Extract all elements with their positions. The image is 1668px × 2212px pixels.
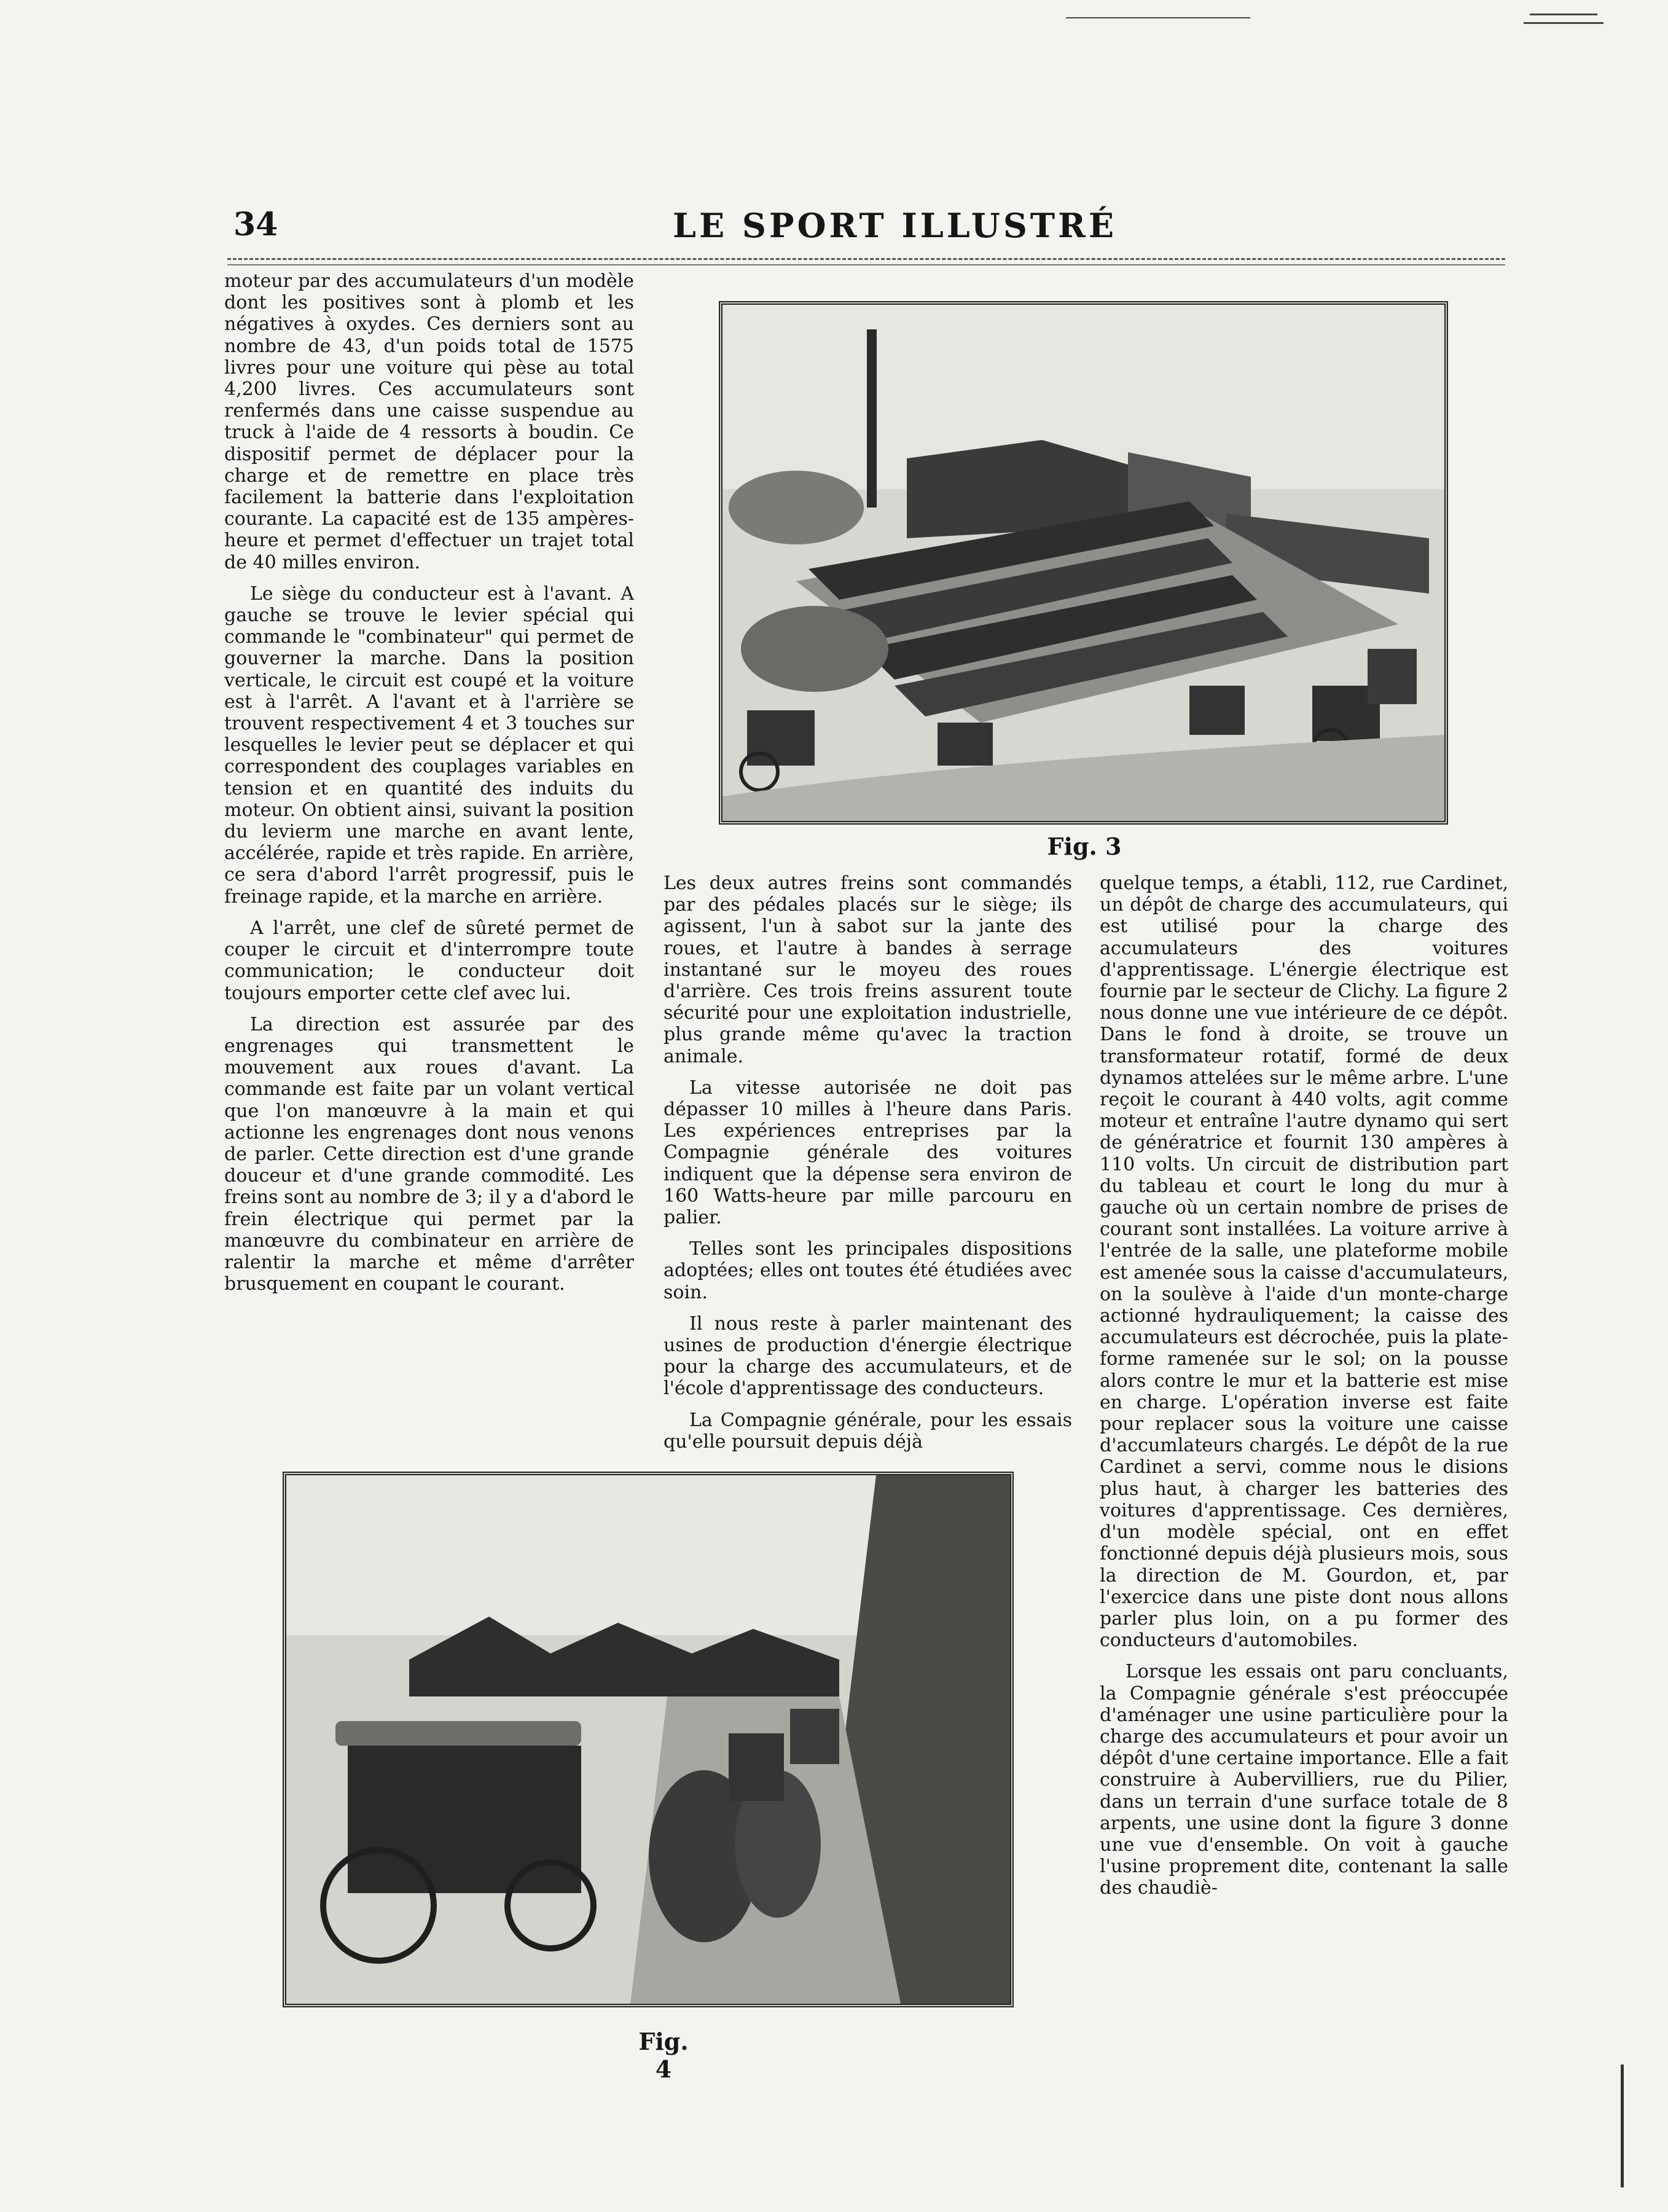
paragraph: La vitesse autorisée ne doit pas dépasser 10 milles à l'heure dans Paris. Les expériences entreprises par la Compagnie générale des voitures indiquent que la dépense sera environ de 160 Watts-heure par mille parcouru en palier. — [664, 1077, 1072, 1229]
figure-4-caption: Fig. 4 — [638, 2028, 689, 2083]
paragraph: Il nous reste à parler maintenant des usines de production d'énergie électrique pour la charge des accumulateurs, et de l'école d'apprentissage des conducteurs. — [664, 1312, 1072, 1400]
header-rule — [227, 258, 1505, 265]
top-scan-mark — [1530, 14, 1597, 15]
paragraph: Les deux autres freins sont commandés par des pédales placés sur le siège; ils agissent, l'un à sabot sur la jante des roues, et l'autre à bandes à serrage instantané sur le moyeu des roues d'arrière. Ces trois freins assurent toute sécurité pour une exploitation industrielle, plus grande même qu'avec la traction animale. — [664, 873, 1072, 1067]
running-title: LE SPORT ILLUSTRÉ — [673, 206, 1118, 245]
top-scan-mark — [1524, 22, 1603, 24]
paragraph: moteur par des accumulateurs d'un modèle dont les positives sont à plomb et les négatives à oxydes. Ces derniers sont au nombre de 43, d'un poids total de 1575 livres pour une voiture qui pèse au total 4,200 livres. Ces accumulateurs sont renfermés dans une caisse suspendue au truck à l'aide de 4 ressorts à boudin. Ce dispositif permet de déplacer pour la charge et de remettre en place très facilement la batterie dans l'exploitation courante. La capacité est de 135 ampères-heure et permet d'effectuer un trajet total de 40 milles environ. — [224, 270, 634, 573]
paragraph: Telles sont les principales dispositions adoptées; elles ont toutes été étudiées avec soin. — [664, 1238, 1072, 1303]
figure-4-vehicles-photo — [283, 1472, 1014, 2007]
paragraph: Le siège du conducteur est à l'avant. A gauche se trouve le levier spécial qui commande le "combinateur" qui permet de gouverner la marche. Dans la position verticale, le circuit est coupé et la voiture est à l'arrêt. A l'avant et à l'arrière se trouvent respectivement 4 et 3 touches sur lesquelles le levier peut se déplacer et qui correspondent des couplages variables en tension et en quantité des induits du moteur. On obtient ainsi, suivant la position du levierm une marche en avant lente, accélérée, rapide et très rapide. En arrière, ce sera d'abord l'arrêt progressif, puis le freinage rapide, et la marche en arrière. — [224, 582, 634, 908]
column-left — [224, 270, 634, 1304]
paragraph: La Compagnie générale, pour les essais qu'elle poursuit depuis déjà — [664, 1409, 1072, 1453]
page-number: 34 — [233, 206, 278, 243]
figure-3-caption: Fig. 3 — [1047, 833, 1122, 860]
paragraph: A l'arrêt, une clef de sûreté permet de couper le circuit et d'interrompre toute communication; le conducteur doit toujours emporter cette clef avec lui. — [224, 917, 634, 1004]
top-scan-mark — [1066, 17, 1250, 18]
figure-3-factory-photo — [719, 301, 1448, 825]
paragraph: Lorsque les essais ont paru concluants, la Compagnie générale s'est préoccupée d'aménager une usine particulière pour la charge des accumulateurs et pour avoir un dépôt d'une certaine importance. Elle a fait construire à Aubervilliers, rue du Pilier, dans un terrain d'une surface totale de 8 arpents, une usine dont la figure 3 donne une vue d'ensemble. On voit à gauche l'usine proprement dite, contenant la salle des chaudiè- — [1100, 1661, 1508, 1899]
right-edge-scan-mark — [1621, 2065, 1624, 2187]
column-middle — [664, 873, 1072, 1462]
paragraph: quelque temps, a établi, 112, rue Cardinet, un dépôt de charge des accumulateurs, qui est utilisé pour la charge des accumulateurs des voitures d'apprentissage. L'énergie électrique est fournie par le secteur de Clichy. La figure 2 nous donne une vue intérieure de ce dépôt. Dans le fond à droite, se trouve un transformateur rotatif, formé de deux dynamos attelées sur le même arbre. L'une reçoit le courant à 440 volts, agit comme moteur et entraîne l'autre dynamo qui sert de génératrice et fournit 130 ampères à 110 volts. Un circuit de distribution part du tableau et court le long du mur à gauche où un certain nombre de prises de courant sont installées. La voiture arrive à l'entrée de la salle, une plateforme mobile est amenée sous la caisse d'accumulateurs, on la soulève à l'aide d'un monte-charge actionné hydrauliquement; la caisse des accumulateurs est décrochée, puis la plate-forme ramenée sur le sol; on la pousse alors contre le mur et la batterie est mise en charge. L'opération inverse est faite pour replacer sous la voiture une caisse d'accumlateurs chargés. Le dépôt de la rue Cardinet a servi, comme nous le disions plus haut, à charger les batteries des voitures d'apprentissage. Ces dernières, d'un modèle spécial, ont en effet fonctionné depuis déjà plusieurs mois, sous la direction de M. Gourdon, et, par l'exercice dans une piste dont nous allons parler plus loin, on a pu former des conducteurs d'automobiles. — [1100, 873, 1508, 1652]
paragraph: La direction est assurée par des engrenages qui transmettent le mouvement aux roues d'avant. La commande est faite par un volant vertical que l'on manœuvre à la main et qui actionne les engrenages dont nous venons de parler. Cette direction est d'une grande douceur et d'une grande commodité. Les freins sont au nombre de 3; il y a d'abord le frein électrique qui permet par la manœuvre du combinateur en arrière de ralentir la marche et même d'arrêter brusquement en coupant le courant. — [224, 1013, 634, 1295]
column-right — [1100, 873, 1508, 1909]
